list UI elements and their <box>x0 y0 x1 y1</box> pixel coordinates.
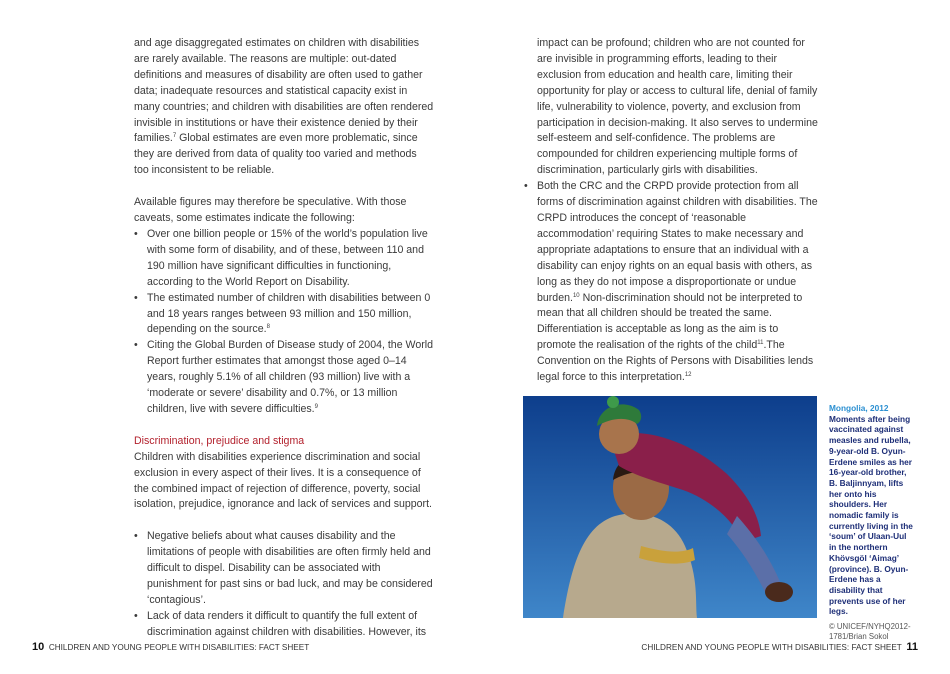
list-item: • The estimated number of children with disabilities between 0 and 18 years ranges between 93 million and 150 million, depending on the source.$^8$ <box>134 291 434 339</box>
caption-text: Moments after being vaccinated against measles and rubella, 9-year-old B. Oyun-Erdene smiles as her 16-year-old brother, B. Baljinnyam, lifts her onto his shoulders. Her nomadic family is currently living in the ‘soum’ of Ulaan-Uul in the northern Khövsgöl ‘Aimag’ (province). B. Oyun-Erdene has a disability that prevents use of her legs. <box>829 413 913 617</box>
list-item: • Negative beliefs about what causes disability and the limitations of people with disabilities are often firmly held and difficult to dispel. Disability can be associated with punishment for past sins or bad luck, and may be considered ‘contagious’. <box>134 529 434 609</box>
footnote-ref: 12 <box>684 372 692 379</box>
intro-paragraph: and age disaggregated estimates on children with disabilities are rarely available. The reasons are multiple: out-dated definitions and measures of disability are often used to gather data; inadequate resources and statistical capacity exist in many countries; and children with disabilities are often rendered invisible in institutions or have their existence denied by their families.$^7$ Global estimates are even more problematic, since they are derived from data of quality too varied and methods too inconsistent to be reliable. <box>134 37 434 177</box>
estimates-list <box>134 227 434 418</box>
caption-place: Mongolia, 2012 <box>829 403 889 413</box>
footnote-ref: 8 <box>266 324 270 331</box>
discrimination-list <box>134 529 434 640</box>
running-title-right: CHILDREN AND YOUNG PEOPLE WITH DISABILITIES: FACT SHEET <box>641 643 902 652</box>
footnote-ref: 11 <box>757 340 764 347</box>
page-number-right: 11 <box>906 641 918 653</box>
page-number-left: 10 <box>32 641 45 653</box>
right-column <box>524 36 818 386</box>
footnote-ref: 7 <box>172 133 177 140</box>
footer-left <box>32 641 309 653</box>
continuation-paragraph: impact can be profound; children who are not counted for are invisible in programming efforts, leading to their exclusion from education and health care, limiting their opportunity for play or access to cultural life, denial of family life, vulnerability to violence, poverty, and exclusion from participation in decision-making. It also serves to undermine self-esteem and self-confidence. The problems are compounded for children experiencing multiple forms of discrimination, particularly girls with disabilities. <box>537 37 818 177</box>
section-heading: Discrimination, prejudice and stigma <box>134 434 305 447</box>
list-item: • Citing the Global Burden of Disease study of 2004, the World Report further estimates that amongst those aged 0–14 years, roughly 5.1% of all children (93 million) live with a ‘moderate or severe’ disability and 0.7%, or 13 million children, live with severe difficulties.$^9$ <box>134 338 434 418</box>
footnote-ref: 10 <box>572 292 580 299</box>
left-column <box>134 36 434 641</box>
hat-pompom <box>607 396 619 408</box>
footnote-ref: 9 <box>314 403 318 410</box>
photo-mongolia-children <box>523 396 817 618</box>
section-paragraph: Children with disabilities experience discrimination and social exclusion in every aspect of their lives. It is a consequence of the combined impact of rejection of difference, poverty, social isolation, prejudice, ignorance and lack of services and support. <box>134 450 432 511</box>
photo-credit: © UNICEF/NYHQ2012-1781/Brian Sokol <box>829 622 911 642</box>
photo-caption <box>829 403 915 642</box>
list-item: • Over one billion people or 15% of the world’s population live with some form of disability, and of these, between 110 and 190 million have significant difficulties in functioning, according to the World Report on Disability. <box>134 227 434 291</box>
rights-list <box>524 179 818 386</box>
list-item: • Lack of data renders it difficult to quantify the full extent of discrimination against children with disabilities. However, its <box>134 609 434 641</box>
figures-paragraph: Available figures may therefore be speculative. With those caveats, some estimates indicate the following: <box>134 196 407 225</box>
girl-boot <box>765 582 793 602</box>
footer-right <box>641 641 918 653</box>
running-title-left: CHILDREN AND YOUNG PEOPLE WITH DISABILITIES: FACT SHEET <box>48 643 310 652</box>
list-item: • Both the CRC and the CRPD provide protection from all forms of discrimination against children with disabilities. The CRPD introduces the concept of ‘reasonable accommodation’ requiring States to make necessary and appropriate adaptations to ensure that an individual with a disability can enjoy rights on an equal basis with others, as long as they do not impose a disproportionate or undue burden.$^{10}$ Non-discrimination should not be interpreted to mean that all children should be treated the same. Differentiation is acceptable as long as the aim is to promote the realisation of the rights of the child$^{11}$.The Convention on the Rights of Persons with Disabilities lends legal force to this interpretation.$^{12}$ <box>524 179 818 386</box>
